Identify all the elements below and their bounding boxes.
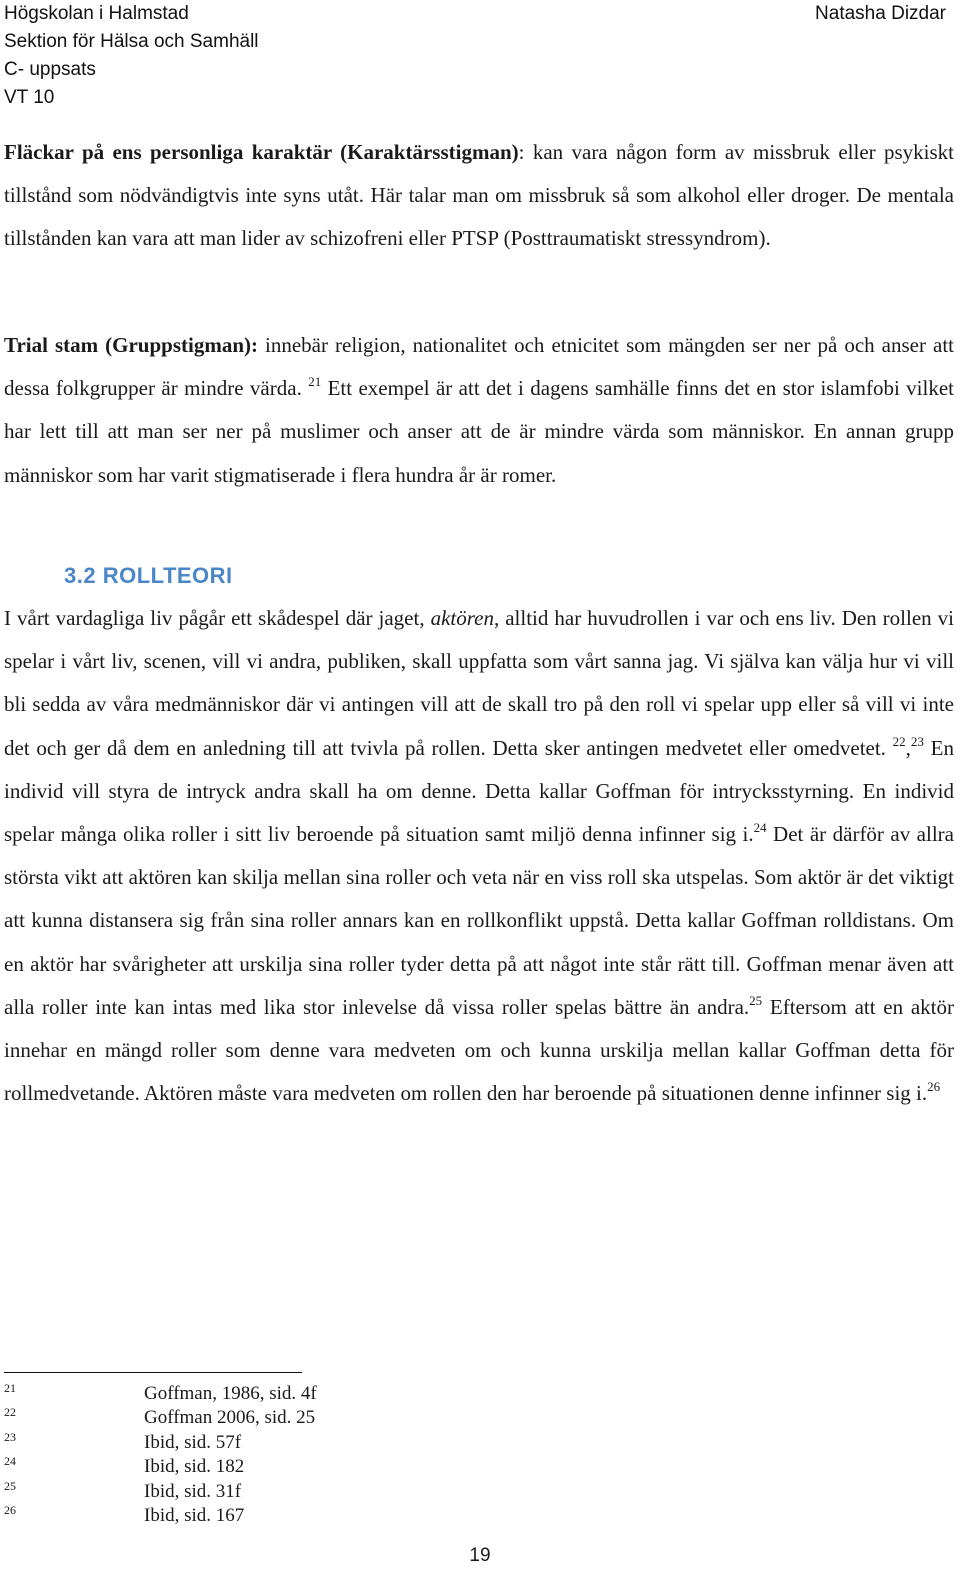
footnote-number: 23 xyxy=(4,1429,16,1444)
footnote-text: Ibid, sid. 57f xyxy=(144,1431,242,1453)
paragraph-text: Det är därför av allra största vikt att aktören kan skilja mellan sina roller och veta när en viss roll ska utspelas. Som aktör är det viktigt att kunna distansera sig från sina roller annars kan en rollkonflikt uppstå. Detta kallar Goffman rolldistans. Om en aktör har svårigheter att urskilja sina roller tyder detta på att något inte står rätt till. Goffman menar även att alla roller inte kan intas med lika stor inlevelse då vissa roller spelas bättre än andra. xyxy=(4,822,954,1019)
header-line: Sektion för Hälsa och Samhäll xyxy=(4,31,259,52)
paragraph-text: : kan vara någon form av missbruk eller psykiskt tillstånd som nödvändigtvis inte syns utåt. Här talar man om missbruk så som alkohol eller droger. De mentala tillstånden kan vara att man lider av schizofreni eller PTSP (Posttraumatiskt stressyndrom). xyxy=(4,140,955,251)
footnote-text: Goffman, 1986, sid. 4f xyxy=(144,1383,317,1404)
page-number: 19 xyxy=(469,1545,491,1566)
footnote-number: 22 xyxy=(4,1405,16,1420)
paragraph-rollteori xyxy=(4,597,954,1115)
footnote-item xyxy=(4,1382,504,1406)
paragraph-text: innebär religion, nationalitet och etnicitet som mängden ser ner på och anser att dessa folkgrupper är mindre värda. xyxy=(4,333,954,401)
paragraph-text: Ett exempel är att det i dagens samhälle finns det en stor islamfobi vilket har lett till att man ser ner på muslimer och anser att de är mindre värda som människor. En annan grupp människor som har varit stigmatiserade i flera hundra år är romer. xyxy=(4,376,954,487)
footnote-number: 26 xyxy=(4,1502,16,1517)
footnote-item xyxy=(4,1431,504,1455)
footnote-separator: , xyxy=(905,735,911,760)
paragraph-gruppstigman xyxy=(4,324,954,497)
footnote-list xyxy=(4,1382,504,1528)
footnote-item xyxy=(4,1504,504,1528)
term-gruppstigman: Trial stam (Gruppstigman): xyxy=(4,333,258,357)
footnote-ref[interactable]: 21 xyxy=(308,374,322,390)
header-institution xyxy=(4,0,259,112)
paragraph-karaktarsstigman xyxy=(4,131,954,261)
paragraph-text: En individ vill styra de intryck andra skall ha om denne. Detta kallar Goffman för intrycksstyrning. En individ spelar många olika roller i sitt liv beroende på situation samt miljö denna infinner sig i. xyxy=(4,735,954,847)
footnote-ref[interactable]: 23 xyxy=(910,733,924,749)
footnote-ref[interactable]: 25 xyxy=(749,992,763,1008)
header-line: Högskolan i Halmstad xyxy=(4,3,189,24)
footnote-item xyxy=(4,1455,504,1479)
footnote-text: Ibid, sid. 167 xyxy=(144,1504,245,1526)
footnote-item xyxy=(4,1406,504,1430)
footnote-text: Ibid, sid. 182 xyxy=(144,1456,245,1478)
header-line: C- uppsats xyxy=(4,59,96,80)
paragraph-text: Eftersom att en aktör innehar en mängd roller som denne vara medveten om och kunna urskilja mellan kallar Goffman detta för rollmedvetande. Aktören måste vara medveten om rollen den har beroende på situationen denne infinner sig i. xyxy=(4,994,955,1106)
footnote-number: 24 xyxy=(4,1454,16,1469)
footnote-ref[interactable]: 26 xyxy=(927,1079,941,1095)
footnote-number: 21 xyxy=(4,1381,16,1395)
footnote-ref[interactable]: 22 xyxy=(892,733,906,749)
footnote-text: Ibid, sid. 31f xyxy=(144,1480,242,1502)
header-line: VT 10 xyxy=(4,87,55,108)
footnote-ref[interactable]: 24 xyxy=(753,820,767,836)
footnote-text: Goffman 2006, sid. 25 xyxy=(144,1407,316,1429)
footnote-number: 25 xyxy=(4,1478,16,1493)
section-heading: 3.2 ROLLTEORI xyxy=(64,563,233,588)
header-author: Natasha Dizdar xyxy=(815,3,946,24)
term-karaktarsstigman: Fläckar på ens personliga karaktär (Karaktärsstigman) xyxy=(4,140,519,164)
paragraph-text: I vårt vardagliga liv pågår ett skådespel där jaget, xyxy=(4,606,431,630)
footnote-divider xyxy=(4,1372,302,1373)
paragraph-text: , alltid har huvudrollen i var och ens liv. Den rollen vi spelar i vårt liv, scenen, vill vi andra, publiken, skall uppfatta som vårt sanna jag. Vi själva kan välja hur vi vill bli sedda av våra medmänniskor där vi antingen vill att de skall tro på den roll vi spelar upp eller så vill vi inte det och ger då dem en anledning till att tvivla på rollen. Detta sker antingen medvetet eller omedvetet. xyxy=(4,606,955,760)
footnote-item xyxy=(4,1480,504,1504)
italic-term-aktoren: aktören xyxy=(430,606,494,630)
